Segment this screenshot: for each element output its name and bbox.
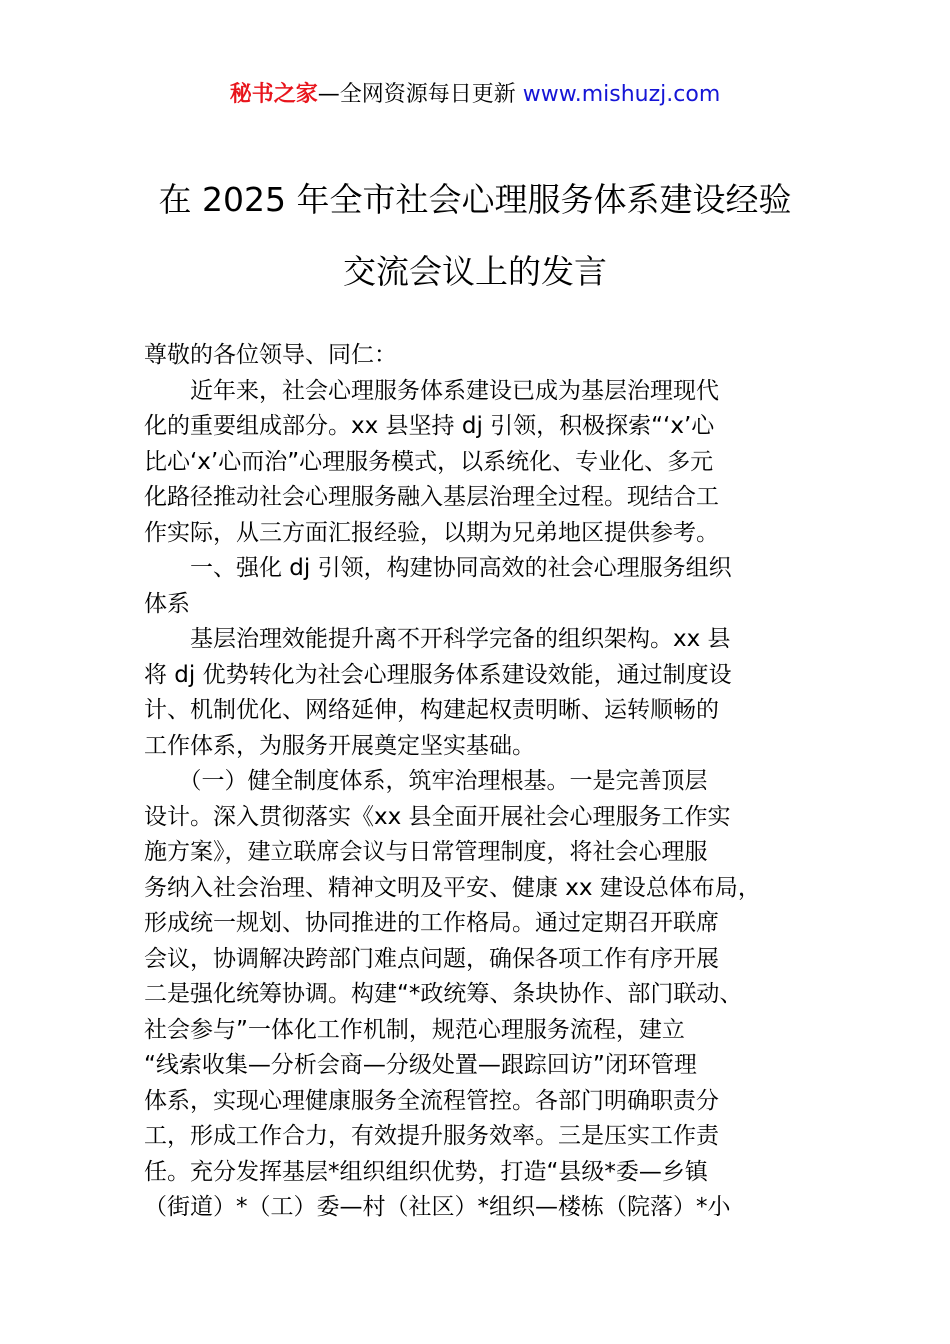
body-line: 尊敬的各位领导、同仁： bbox=[144, 342, 397, 368]
body-line: 形成统一规划、协同推进的工作格局。通过定期召开联席 bbox=[144, 910, 719, 936]
body-line: 一、强化 dj 引领，构建协同高效的社会心理服务组织 bbox=[144, 555, 732, 581]
body-line: 比心‘x’心而治”心理服务模式，以系统化、专业化、多元 bbox=[144, 448, 714, 475]
body-line: 体系 bbox=[144, 590, 190, 617]
body-line: 工作体系，为服务开展奠定坚实基础。 bbox=[144, 732, 535, 759]
body-line: 将 dj 优势转化为社会心理服务体系建设效能，通过制度设 bbox=[144, 661, 732, 688]
body-line: 二是强化统筹协调。构建“*政统筹、条块协作、部门联动、 bbox=[144, 981, 743, 1007]
brand-name: 秘书之家 bbox=[229, 82, 318, 107]
document-title-line-1: 在 2025 年全市社会心理服务体系建设经验 bbox=[158, 180, 792, 219]
body-line: 会议，协调解决跨部门难点问题，确保各项工作有序开展 bbox=[144, 945, 719, 972]
body-line: 社会参与”一体化工作机制，规范心理服务流程，建立 bbox=[144, 1016, 685, 1043]
body-line: 施方案》，建立联席会议与日常管理制度，将社会心理服 bbox=[144, 839, 708, 865]
body-line: 计、机制优化、网络延伸，构建起权责明晰、运转顺畅的 bbox=[144, 697, 719, 723]
body-line: 化的重要组成部分。xx 县坚持 dj 引领，积极探索“‘x’心 bbox=[144, 413, 715, 439]
body-line: “线索收集—分析会商—分级处置—跟踪回访”闭环管理 bbox=[144, 1052, 697, 1078]
body-line: 基层治理效能提升离不开科学完备的组织架构。xx 县 bbox=[144, 626, 731, 652]
body-line: 作实际，从三方面汇报经验，以期为兄弟地区提供参考。 bbox=[144, 519, 719, 546]
body-line: 化路径推动社会心理服务融入基层治理全过程。现结合工 bbox=[144, 484, 719, 510]
body-line: 任。充分发挥基层*组织组织优势，打造“县级*委—乡镇 bbox=[144, 1158, 708, 1185]
banner-tagline: —全网资源每日更新 bbox=[317, 82, 523, 107]
body-line: 近年来，社会心理服务体系建设已成为基层治理现代 bbox=[144, 377, 719, 404]
body-line: 务纳入社会治理、精神文明及平安、健康 xx 建设总体布局， bbox=[144, 874, 761, 901]
body-line: （一）健全制度体系，筑牢治理根基。一是完善顶层 bbox=[144, 768, 708, 794]
body-line: （街道）*（工）委—村（社区）*组织—楼栋（院落）*小 bbox=[144, 1194, 731, 1220]
site-url-link[interactable]: www.mishuzj.com bbox=[522, 82, 721, 107]
document-body bbox=[144, 338, 809, 1226]
document-title-line-2: 交流会议上的发言 bbox=[343, 252, 607, 291]
body-line: 设计。深入贯彻落实《xx 县全面开展社会心理服务工作实 bbox=[144, 803, 731, 830]
body-line: 工，形成工作合力，有效提升服务效率。三是压实工作责 bbox=[144, 1123, 719, 1149]
body-line: 体系，实现心理健康服务全流程管控。各部门明确职责分 bbox=[144, 1087, 719, 1114]
site-banner bbox=[0, 80, 950, 110]
